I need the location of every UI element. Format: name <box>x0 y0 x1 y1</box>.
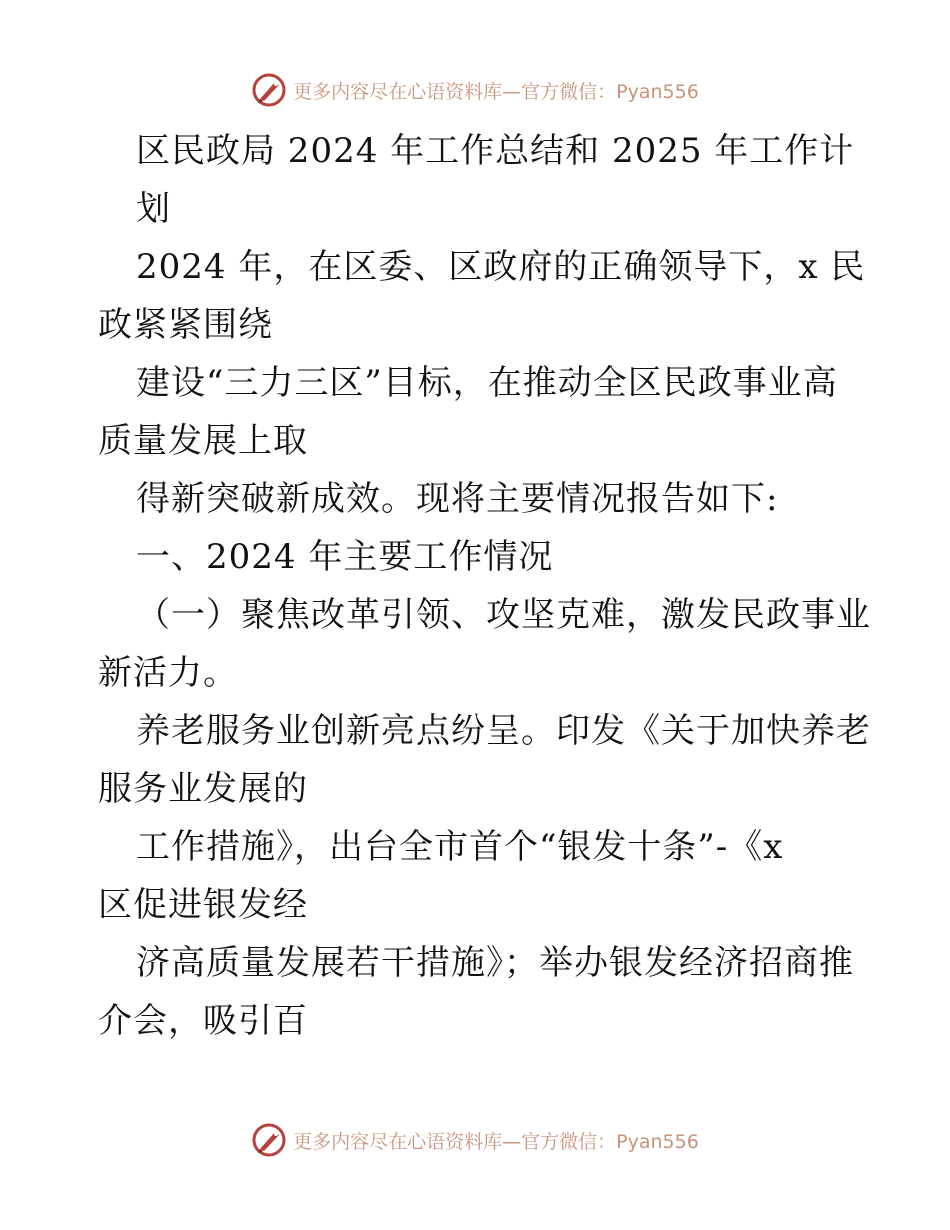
document-line: 一、2024 年主要工作情况 <box>136 537 554 577</box>
document-line: 工作措施》，出台全市首个“银发十条”-《x <box>136 827 784 867</box>
header-watermark <box>0 70 950 110</box>
document-line: 区民政局 2024 年工作总结和 2025 年工作计 <box>136 131 855 171</box>
document-line: 济高质量发展若干措施》；举办银发经济招商推 <box>136 943 854 983</box>
document-line: 质量发展上取 <box>98 421 308 461</box>
document-line: 划 <box>136 189 171 229</box>
document-line: 服务业发展的 <box>98 769 308 809</box>
document-line: （一）聚焦改革引领、攻坚克难，激发民政事业 <box>136 595 871 635</box>
watermark-text: 更多内容尽在心语资料库—官方微信：Pyan556 <box>293 1130 699 1153</box>
footer-watermark <box>0 1120 950 1160</box>
document-line: 养老服务业创新亮点纷呈。印发《关于加快养老 <box>136 711 871 751</box>
quill-pen-logo-icon <box>251 1122 287 1158</box>
document-body <box>98 122 871 1050</box>
document-line: 政紧紧围绕 <box>98 305 273 345</box>
document-line: 介会，吸引百 <box>98 1001 308 1041</box>
document-line: 2024 年，在区委、区政府的正确领导下，x 民 <box>136 247 866 287</box>
document-line: 区促进银发经 <box>98 885 308 925</box>
document-line: 得新突破新成效。现将主要情况报告如下: <box>136 479 779 519</box>
watermark-text: 更多内容尽在心语资料库—官方微信：Pyan556 <box>293 80 699 103</box>
document-line: 建设“三力三区”目标，在推动全区民政事业高 <box>136 363 838 403</box>
quill-pen-logo-icon <box>251 72 287 108</box>
document-line: 新活力。 <box>98 653 238 693</box>
